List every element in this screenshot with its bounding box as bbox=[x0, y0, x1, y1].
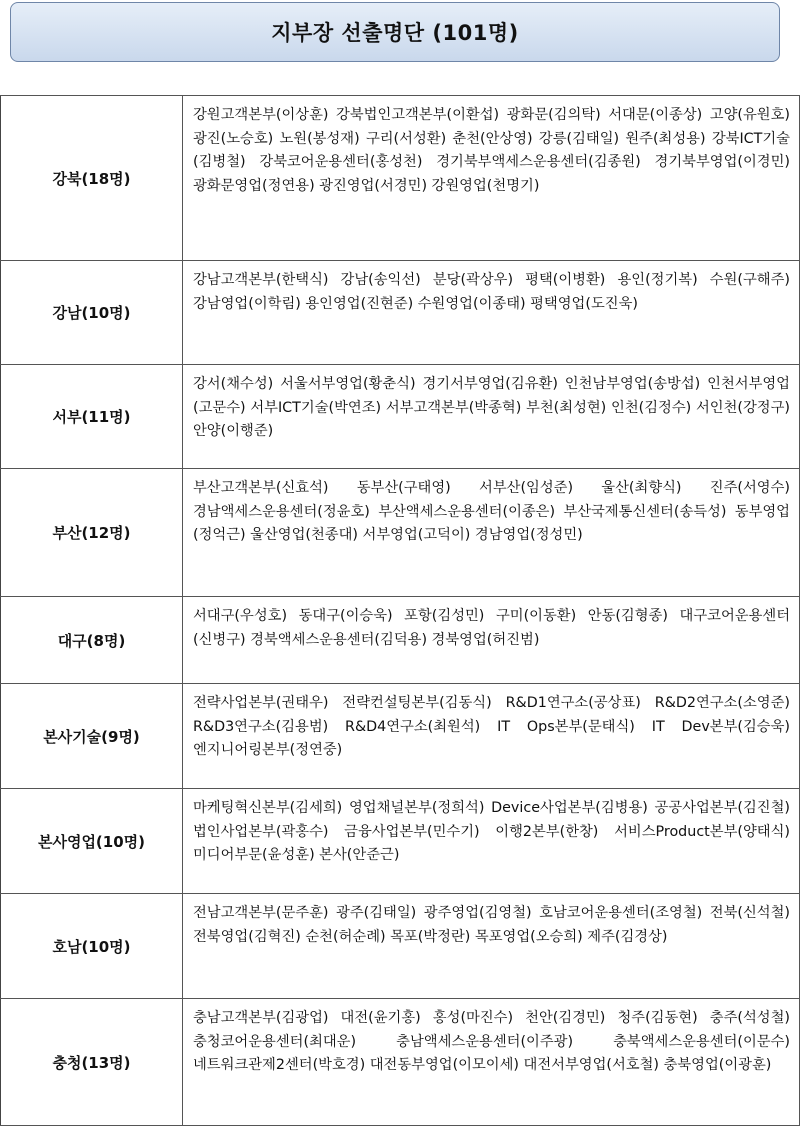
table-row bbox=[1, 597, 800, 684]
region-cell: 본사기술(9명) bbox=[1, 684, 183, 789]
region-cell: 강남(10명) bbox=[1, 261, 183, 365]
names-cell: 전남고객본부(문주훈) 광주(김태일) 광주영업(김영철) 호남코어운용센터(조영철) 전북(신석철) 전북영업(김혁진) 순천(허순례) 목포(박정란) 목포영업(오승희) 제주(김경상) bbox=[183, 894, 800, 999]
names-cell: 충남고객본부(김광업) 대전(윤기홍) 홍성(마진수) 천안(김경민) 청주(김동현) 충주(석성철) 충청코어운용센터(최대운) 충남액세스운용센터(이주광) 충북액세스운용센터(이문수) 네트워크관제2센터(박호경) 대전동부영업(이모이세) 대전서부영업(서호철) 충북영업(이광훈) bbox=[183, 999, 800, 1126]
table-row bbox=[1, 789, 800, 894]
table-row bbox=[1, 365, 800, 469]
region-cell: 부산(12명) bbox=[1, 469, 183, 597]
table-row bbox=[1, 261, 800, 365]
region-cell: 서부(11명) bbox=[1, 365, 183, 469]
names-cell: 강서(채수성) 서울서부영업(황춘식) 경기서부영업(김유환) 인천남부영업(송방섭) 인천서부영업(고문수) 서부ICT기술(박연조) 서부고객본부(박종혁) 부천(최성현) 인천(김정수) 서인천(강정구) 안양(이행준) bbox=[183, 365, 800, 469]
names-cell: 부산고객본부(신효석) 동부산(구태영) 서부산(임성준) 울산(최향식) 진주(서영수) 경남액세스운용센터(정윤호) 부산액세스운용센터(이종은) 부산국제통신센터(송득성) 동부영업(정억근) 울산영업(천종대) 서부영업(고덕이) 경남영업(정성민) bbox=[183, 469, 800, 597]
table-row bbox=[1, 999, 800, 1126]
table-row bbox=[1, 96, 800, 261]
table-row bbox=[1, 684, 800, 789]
names-cell: 마케팅혁신본부(김세희) 영업채널본부(정희석) Device사업본부(김병용) 공공사업본부(김진철) 법인사업본부(곽홍수) 금융사업본부(민수기) 이행2본부(한창) 서비스Product본부(양태식) 미디어부문(윤성훈) 본사(안준근) bbox=[183, 789, 800, 894]
table-row bbox=[1, 469, 800, 597]
page-title: 지부장 선출명단 (101명) bbox=[271, 21, 519, 45]
names-cell: 전략사업본부(권태우) 전략컨설팅본부(김동식) R&D1연구소(공상표) R&D2연구소(소영준) R&D3연구소(김용범) R&D4연구소(최원석) IT Ops본부(문태식) IT Dev본부(김승욱) 엔지니어링본부(정연중) bbox=[183, 684, 800, 789]
names-cell: 서대구(우성호) 동대구(이승욱) 포항(김성민) 구미(이동환) 안동(김형종) 대구코어운용센터(신병구) 경북액세스운용센터(김덕용) 경북영업(허진범) bbox=[183, 597, 800, 684]
roster-table bbox=[0, 95, 800, 1126]
names-cell: 강원고객본부(이상훈) 강북법인고객본부(이환섭) 광화문(김의탁) 서대문(이종상) 고양(유원호) 광진(노승호) 노원(봉성재) 구리(서성환) 춘천(안상영) 강릉(김태일) 원주(최성용) 강북ICT기술(김병철) 강북코어운용센터(홍성천) 경기북부액세스운용센터(김종원) 경기북부영업(이경민) 광화문영업(정연용) 광진영업(서경민) 강원영업(천명기) bbox=[183, 96, 800, 261]
table-row bbox=[1, 894, 800, 999]
title-banner bbox=[10, 2, 780, 62]
region-cell: 호남(10명) bbox=[1, 894, 183, 999]
region-cell: 강북(18명) bbox=[1, 96, 183, 261]
region-cell: 대구(8명) bbox=[1, 597, 183, 684]
names-cell: 강남고객본부(한택식) 강남(송익선) 분당(곽상우) 평택(이병환) 용인(정기복) 수원(구해주) 강남영업(이학림) 용인영업(진현준) 수원영업(이종태) 평택영업(도진욱) bbox=[183, 261, 800, 365]
region-cell: 본사영업(10명) bbox=[1, 789, 183, 894]
region-cell: 충청(13명) bbox=[1, 999, 183, 1126]
